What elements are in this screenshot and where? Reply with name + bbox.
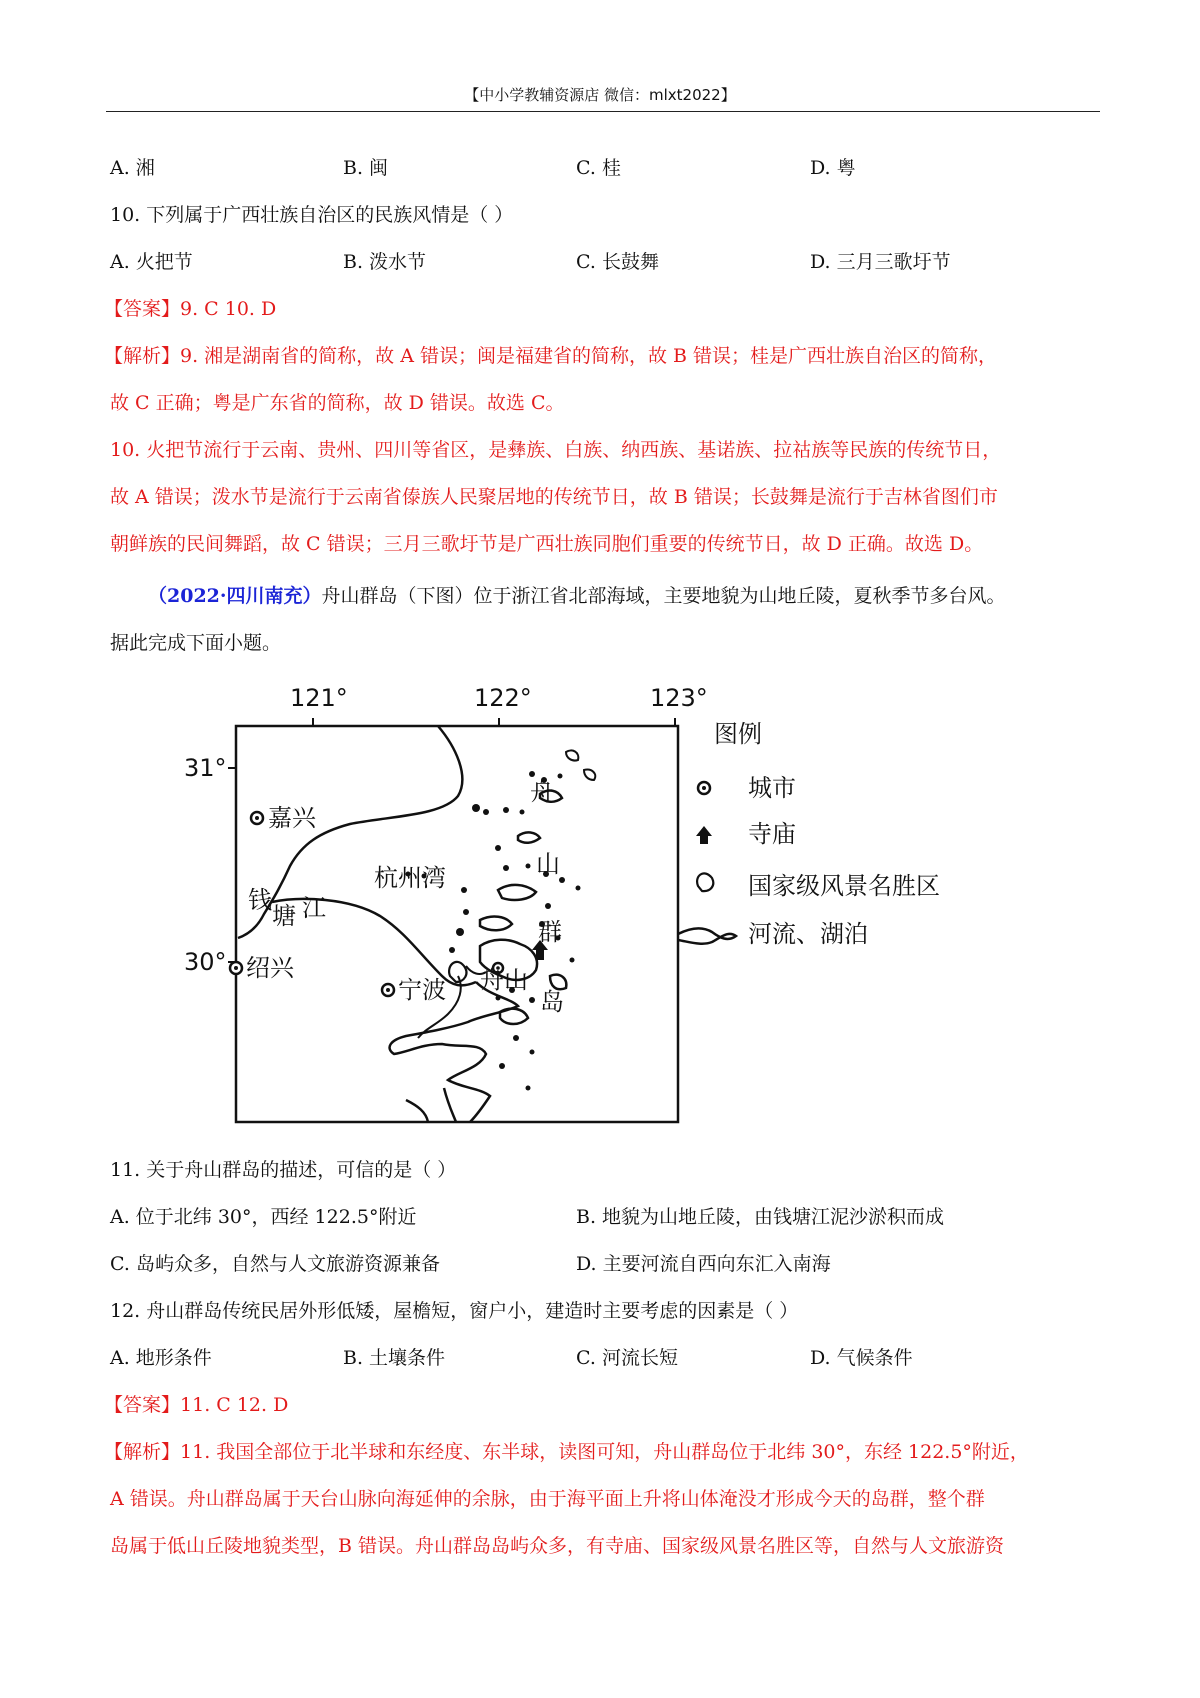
analysis-line: 10. 火把节流行于云南、贵州、四川等省区，是彝族、白族、纳西族、基诺族、拉祜族等民族的传统节日， (110, 439, 1002, 461)
answer-block-1 (104, 297, 276, 321)
analysis-line: A 错误。舟山群岛属于天台山脉向海延伸的余脉，由于海平面上升将山体淹没才形成今天的岛群，整个群 (110, 1488, 985, 1510)
q11-option-a: A. 位于北纬 30°，西经 122.5°附近 (110, 1206, 417, 1228)
q10-option-a: A. 火把节 (110, 251, 193, 273)
islet (545, 903, 551, 909)
islet (526, 1086, 531, 1091)
map-svg (180, 676, 940, 1136)
islet (529, 771, 535, 777)
q12-option-a: A. 地形条件 (110, 1347, 212, 1369)
analysis-label: 【解析】 (104, 1441, 181, 1463)
zhoushan-map (180, 676, 940, 1136)
city-label: 嘉兴 (268, 804, 316, 832)
temple-icon (696, 826, 712, 844)
islet (456, 928, 464, 936)
qiantang-label: 钱 (248, 886, 272, 914)
archipelago-label: 舟 (530, 778, 554, 806)
analysis-line (104, 344, 997, 368)
analysis-line: 故 A 错误；泼水节是流行于云南省傣族人民聚居地的传统节日，故 B 错误；长鼓舞是流行于吉林省图们市 (110, 486, 998, 508)
material-text: 舟山群岛（下图）位于浙江省北部海域，主要地貌为山地丘陵，夏秋季节多台风。 (321, 585, 1006, 607)
islet (513, 1035, 519, 1041)
q11-option-b: B. 地貌为山地丘陵，由钱塘江泥沙淤积而成 (576, 1206, 945, 1228)
archipelago-label: 山 (536, 850, 560, 878)
answer-block-2 (104, 1393, 288, 1417)
q10-option-c: C. 长鼓舞 (576, 251, 659, 273)
city-label: 宁波 (398, 976, 446, 1004)
islet (483, 809, 489, 815)
city-label: 绍兴 (246, 954, 294, 982)
q12-stem: 12. 舟山群岛传统民居外形低矮，屋檐短，窗户小，建造时主要考虑的因素是（ ） (110, 1300, 799, 1322)
islet (472, 804, 480, 812)
q10-stem: 10. 下列属于广西壮族自治区的民族风情是（ ） (110, 204, 514, 226)
lon-label: 121° (290, 684, 348, 712)
q11-option-c: C. 岛屿众多，自然与人文旅游资源兼备 (110, 1253, 440, 1275)
islet (529, 997, 535, 1003)
city-zhoushan (480, 963, 528, 994)
map-frame (236, 726, 678, 1122)
islet (558, 774, 563, 779)
islet (463, 909, 469, 915)
islet (520, 810, 525, 815)
qiantang-label: 塘 (272, 902, 296, 930)
islet (495, 845, 501, 851)
lon-label: 123° (650, 684, 708, 712)
city-label: 舟山 (480, 966, 528, 994)
header-divider (106, 111, 1100, 112)
legend-title: 图例 (714, 720, 762, 748)
lon-label: 122° (474, 684, 532, 712)
q9-option-d: D. 粤 (810, 157, 856, 179)
legend-item: 国家级风景名胜区 (748, 872, 940, 900)
islet (503, 865, 509, 871)
islet (570, 958, 575, 963)
analysis-text: 9. 湘是湖南省的简称，故 A 错误；闽是福建省的简称，故 B 错误；桂是广西壮族自治区的简称， (180, 345, 998, 367)
answer-label: 【答案】 (104, 298, 181, 320)
islet (576, 886, 581, 891)
q11-option-d: D. 主要河流自西向东汇入南海 (576, 1253, 831, 1275)
material-text-2: 据此完成下面小题。 (110, 632, 282, 654)
answer-text: 9. C 10. D (180, 298, 277, 320)
q10-option-d: D. 三月三歌圩节 (810, 251, 951, 273)
islet (526, 864, 531, 869)
q9-option-b: B. 闽 (343, 157, 389, 179)
islet (496, 996, 501, 1001)
material-intro (148, 584, 1006, 608)
analysis-line: 朝鲜族的民间舞蹈，故 C 错误；三月三歌圩节是广西壮族同胞们重要的传统节日，故 D 正确。故选 D。 (110, 533, 984, 555)
q12-option-d: D. 气候条件 (810, 1347, 913, 1369)
islet (449, 947, 455, 953)
islet (530, 1050, 535, 1055)
islet (461, 887, 467, 893)
q12-option-c: C. 河流长短 (576, 1347, 678, 1369)
lat-label: 30° (184, 948, 227, 976)
answer-label: 【答案】 (104, 1394, 181, 1416)
map-legend (678, 720, 940, 948)
page-header: 【中小学教辅资源店 微信：mlxt2022】 (464, 86, 736, 104)
qiantang-label: 江 (302, 894, 326, 922)
legend-item: 河流、湖泊 (748, 920, 868, 948)
legend-item: 城市 (748, 774, 796, 802)
q9-option-a: A. 湘 (110, 157, 155, 179)
analysis-text: 11. 我国全部位于北半球和东经度、东半球，读图可知，舟山群岛位于北纬 30°，东经 122.5°附近， (180, 1441, 1029, 1463)
archipelago-label: 岛 (540, 988, 564, 1016)
q10-option-b: B. 泼水节 (343, 251, 427, 273)
legend-item: 寺庙 (748, 820, 796, 848)
river-lake-icon (678, 928, 736, 943)
hangzhou-bay-label: 杭州湾 (374, 864, 446, 892)
answer-text: 11. C 12. D (180, 1394, 289, 1416)
q9-option-c: C. 桂 (576, 157, 621, 179)
islet (499, 1063, 505, 1069)
q11-stem: 11. 关于舟山群岛的描述，可信的是（ ） (110, 1159, 457, 1181)
analysis-label: 【解析】 (104, 345, 181, 367)
archipelago-label: 群 (538, 918, 562, 946)
analysis-line: 故 C 正确；粤是广东省的简称，故 D 错误。故选 C。 (110, 392, 565, 414)
analysis-line: 岛属于低山丘陵地貌类型，B 错误。舟山群岛岛屿众多，有寺庙、国家级风景名胜区等，自然与人文旅游资 (110, 1535, 1005, 1557)
scenic-area-icon (697, 873, 713, 891)
material-source: （2022·四川南充） (148, 585, 322, 607)
islet (503, 807, 509, 813)
q12-option-b: B. 土壤条件 (343, 1347, 446, 1369)
analysis-line (104, 1440, 1029, 1464)
lat-label: 31° (184, 754, 227, 782)
